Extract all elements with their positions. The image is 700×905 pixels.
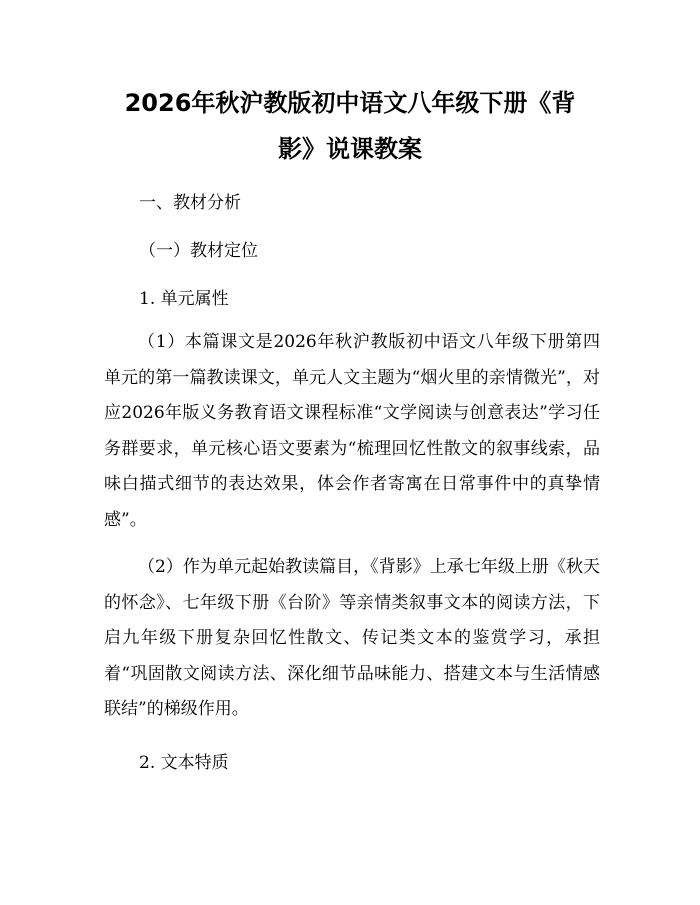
paragraph-unit-attributes-2: （2）作为单元起始教读篇目，《背影》上承七年级上册《秋天的怀念》、七年级下册《台阶》等亲情类叙事文本的阅读方法，下启九年级下册复杂回忆性散文、传记类文本的鉴赏学习，承担着“巩固散文阅读方法、深化细节品味能力、搭建文本与生活情感联结”的梯级作用。: [104, 557, 600, 719]
subsection-heading-positioning: （一）教材定位: [139, 241, 258, 261]
item-heading-unit-attributes: 1. 单元属性: [139, 289, 229, 309]
item-heading-text-features: 2. 文本特质: [139, 753, 229, 773]
section-heading-materials-analysis: 一、教材分析: [139, 193, 241, 213]
document-title-line-2: 影》说课教案: [278, 135, 422, 163]
paragraph-unit-attributes-1: （1）本篇课文是2026年秋沪教版初中语文八年级下册第四单元的第一篇教读课文，单元人文主题为“烟火里的亲情微光”，对应2026年版义务教育语文课程标准“文学阅读与创意表达”学习任务群要求，单元核心语文要素为“梳理回忆性散文的叙事线索，品味白描式细节的表达效果，体会作者寄寓在日常事件中的真挚情感”。: [104, 332, 600, 530]
document-title-line-1: 2026年秋沪教版初中语文八年级下册《背: [124, 89, 576, 117]
